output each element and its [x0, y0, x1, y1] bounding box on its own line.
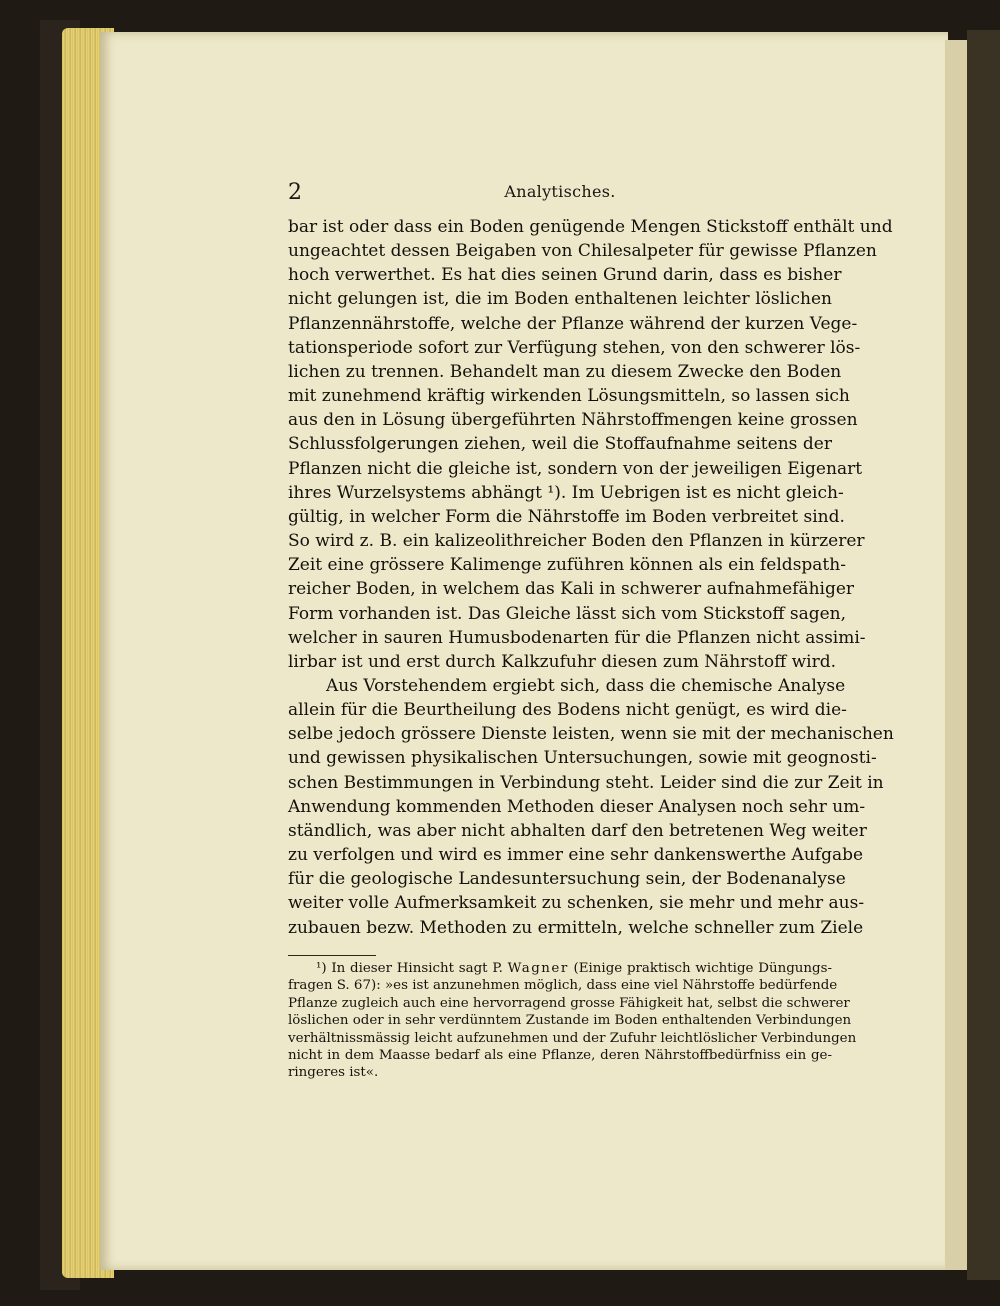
text-line: zubauen bezw. Methoden zu ermitteln, welche schneller zum Ziele [288, 917, 864, 938]
footnote-text: In dieser Hinsicht sagt P. [331, 961, 503, 976]
text-line: reicher Boden, in welchem das Kali in schwerer aufnahmefähiger [288, 579, 855, 600]
text-line: Form vorhanden ist. Das Gleiche lässt sich vom Stickstoff sagen, [288, 603, 847, 624]
text-line: Pflanzen nicht die gleiche ist, sondern von der jeweiligen Eigenart [288, 458, 863, 479]
footnote-rule [288, 955, 376, 956]
text-line: mit zunehmend kräftig wirkenden Lösungsmitteln, so lassen sich [288, 386, 850, 407]
page-header [288, 178, 832, 208]
text-line: bar ist oder dass ein Boden genügende Mengen Stickstoff enthält und [288, 217, 893, 237]
footnote-line: ringeres ist«. [288, 1065, 379, 1081]
facing-page-edge [945, 40, 967, 1270]
footnote-marker: ¹) [316, 961, 327, 976]
text-line: ihres Wurzelsystems abhängt ¹). Im Uebrigen ist es nicht gleich- [288, 482, 844, 503]
text-line: selbe jedoch grössere Dienste leisten, wenn sie mit der mechanischen [288, 724, 894, 745]
text-line: allein für die Beurtheilung des Bodens nicht genügt, es wird die- [288, 700, 847, 721]
footnote-line: Pflanze zugleich auch eine hervorragend grosse Fähigkeit hat, selbst die schwerer [288, 995, 850, 1011]
footnote-line: löslichen oder in sehr verdünntem Zustande im Boden enthaltenden Verbindungen [288, 1013, 852, 1029]
text-line: So wird z. B. ein kalizeolithreicher Boden den Pflanzen in kürzerer [288, 531, 865, 552]
text-line: für die geologische Landesuntersuchung sein, der Bodenanalyse [288, 869, 846, 890]
text-line: ungeachtet dessen Beigaben von Chilesalpeter für gewisse Pflanzen [288, 241, 877, 262]
text-line: gültig, in welcher Form die Nährstoffe im Boden verbreitet sind. [288, 506, 845, 527]
footnote [288, 960, 857, 1082]
text-line: Pflanzennährstoffe, welche der Pflanze während der kurzen Vege- [288, 313, 858, 334]
text-line: lirbar ist und erst durch Kalkzufuhr diesen zum Nährstoff wird. [288, 651, 837, 672]
text-line: aus den in Lösung übergeführten Nährstoffmengen keine grossen [288, 410, 858, 431]
footnote-text: (Einige praktisch wichtige Düngungs- [573, 961, 832, 976]
text-line: welcher in sauren Humusbodenarten für die Pflanzen nicht assimi- [288, 627, 866, 648]
text-line: schen Bestimmungen in Verbindung steht. Leider sind die zur Zeit in [288, 772, 884, 793]
text-line: nicht gelungen ist, die im Boden enthaltenen leichter löslichen [288, 289, 832, 310]
text-line: und gewissen physikalischen Untersuchungen, sowie mit geognosti- [288, 748, 877, 769]
footnote-line [288, 960, 832, 977]
scan-border-right [967, 30, 1000, 1280]
footnote-line: nicht in dem Maasse bedarf als eine Pflanze, deren Nährstoffbedürfniss ein ge- [288, 1048, 832, 1064]
text-line: ständlich, was aber nicht abhalten darf den betretenen Weg weiter [288, 820, 867, 841]
text-line: Zeit eine grössere Kalimenge zuführen können als ein feldspath- [288, 555, 846, 576]
text-line: hoch verwerthet. Es hat dies seinen Grund darin, dass es bisher [288, 265, 842, 286]
text-line: tationsperiode sofort zur Verfügung stehen, von den schwerer lös- [288, 337, 861, 358]
text-line: lichen zu trennen. Behandelt man zu diesem Zwecke den Boden [288, 361, 842, 382]
text-line-paragraph-start: Aus Vorstehendem ergiebt sich, dass die chemische Analyse [326, 675, 846, 696]
footnote-line: fragen S. 67): »es ist anzunehmen möglich, dass eine viel Nährstoffe bedürfende [288, 978, 838, 994]
text-line: zu verfolgen und wird es immer eine sehr dankenswerthe Aufgabe [288, 845, 864, 866]
text-line: Anwendung kommenden Methoden dieser Analysen noch sehr um- [288, 796, 866, 817]
footnote-line: verhältnissmässig leicht aufzunehmen und der Zufuhr leichtlöslicher Verbindungen [288, 1030, 857, 1046]
page-number: 2 [288, 180, 302, 205]
footnote-author: Wagner [507, 961, 569, 976]
running-head: Analytisches. [504, 182, 616, 201]
text-line: Schlussfolgerungen ziehen, weil die Stoffaufnahme seitens der [288, 434, 832, 455]
text-line: weiter volle Aufmerksamkeit zu schenken, sie mehr und mehr aus- [288, 893, 865, 914]
body-text [288, 215, 894, 940]
